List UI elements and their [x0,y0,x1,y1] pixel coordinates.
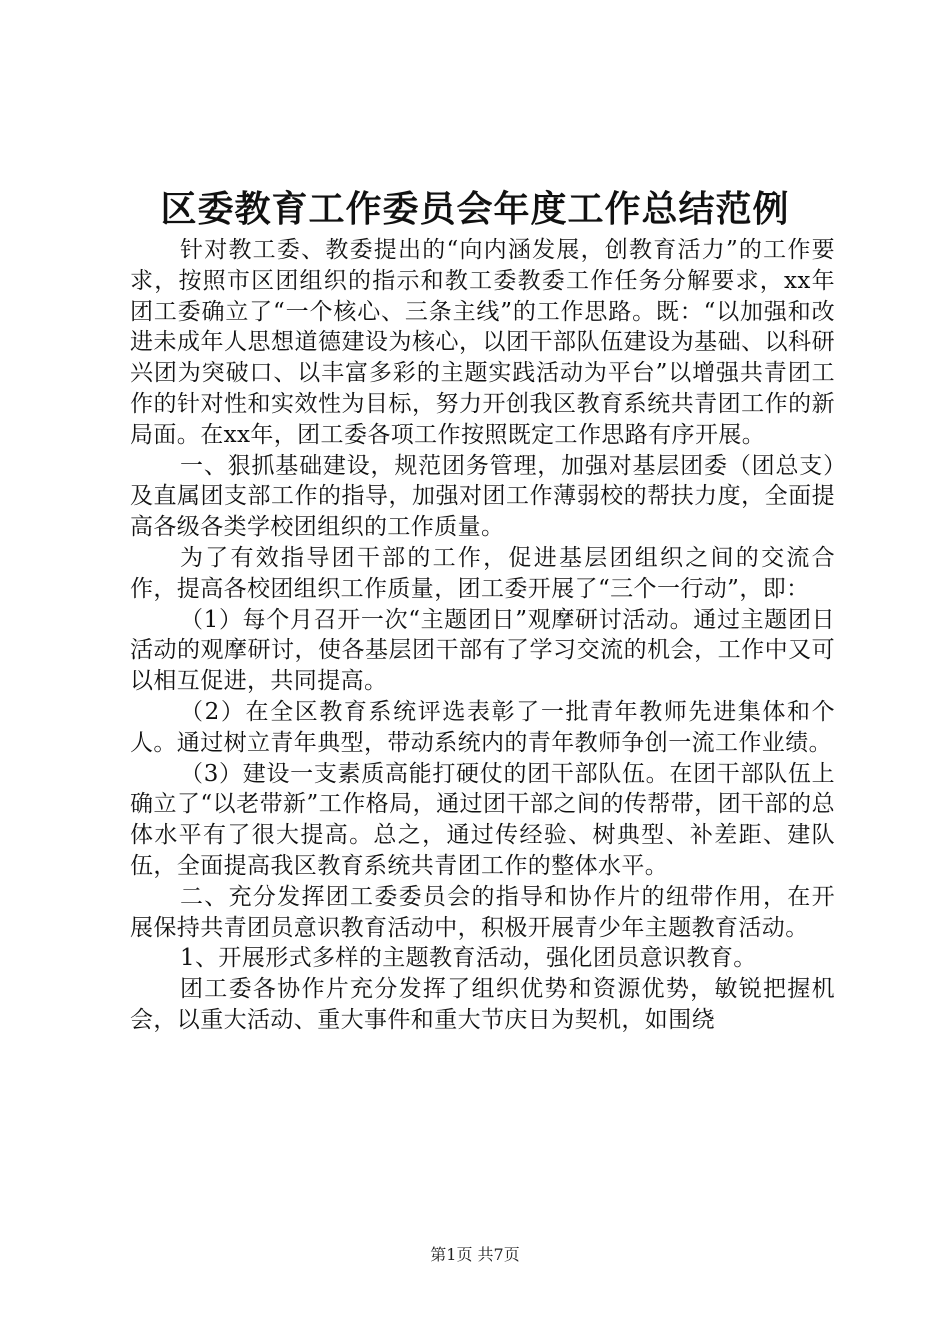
page-number-footer: 第1页 共7页 [430,1245,520,1264]
paragraph-intro: 针对教工委、教委提出的“向内涵发展，创教育活力”的工作要求，按照市区团组织的指示和教工委教委工作任务分解要求，xx年团工委确立了“一个核心、三条主线”的工作思路。既：“以加强和改进未成年人思想道德建设为核心，以团干部队伍建设为基础、以科研兴团为突破口、以丰富多彩的主题实践活动为平台”以增强共青团工作的针对性和实效性为目标，努力开创我区教育系统共青团工作的新局面。在xx年，团工委各项工作按照既定工作思路有序开展。 [130,237,835,448]
paragraph-item-2: （2）在全区教育系统评选表彰了一批青年教师先进集体和个人。通过树立青年典型，带动系统内的青年教师争创一流工作业绩。 [130,698,835,756]
paragraph-section-two: 二、充分发挥团工委委员会的指导和协作片的纽带作用，在开展保持共青团员意识教育活动中，积极开展青少年主题教育活动。 [130,883,835,941]
paragraph-subsection-1: 1、开展形式多样的主题教育活动，强化团员意识教育。 [180,945,757,972]
paragraph-coordination: 团工委各协作片充分发挥了组织优势和资源优势，敏锐把握机会，以重大活动、重大事件和重大节庆日为契机，如围绕 [130,976,835,1033]
paragraph-three-actions: 为了有效指导团干部的工作，促进基层团组织之间的交流合作，提高各校团组织工作质量，团工委开展了“三个一行动”，即： [130,544,835,602]
paragraph-item-1: （1）每个月召开一次“主题团日”观摩研讨活动。通过主题团日活动的观摩研讨，使各基层团干部有了学习交流的机会，工作中又可以相互促进，共同提高。 [130,606,835,695]
document-title: 区委教育工作委员会年度工作总结范例 [160,188,790,230]
document-body [130,235,835,1036]
paragraph-section-one: 一、狠抓基础建设，规范团务管理，加强对基层团委（团总支）及直属团支部工作的指导，加强对团工作薄弱校的帮扶力度，全面提高各级各类学校团组织的工作质量。 [130,452,835,541]
paragraph-item-3: （3）建设一支素质高能打硬仗的团干部队伍。在团干部队伍上确立了“以老带新”工作格局，通过团干部之间的传帮带，团干部的总体水平有了很大提高。总之，通过传经验、树典型、补差距、建队伍，全面提高我区教育系统共青团工作的整体水平。 [130,760,835,879]
